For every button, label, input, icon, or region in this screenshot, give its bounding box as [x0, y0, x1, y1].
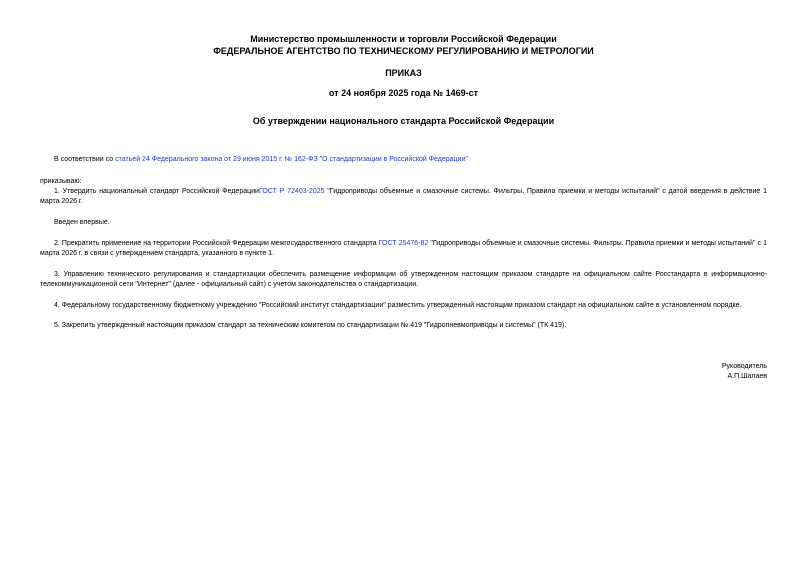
item-5: 5. Закрепить утвержденный настоящим приказом стандарт за техническим комитетом по стандартизации № 419 "Гидропневмоприводы и системы" (ТК 419). — [54, 322, 567, 329]
item-1-suffix: "Гидроприводы объемные и смазочные системы. Фильтры. Правила приемки и методы испытаний" с датой введения в действие 1 марта 2026 г. — [40, 188, 767, 205]
agency-name: ФЕДЕРАЛЬНОЕ АГЕНТСТВО ПО ТЕХНИЧЕСКОМУ РЕГУЛИРОВАНИЮ И МЕТРОЛОГИИ — [213, 46, 594, 56]
gost-r-72403-link[interactable]: ГОСТ Р 72403-2025 — [258, 188, 325, 195]
decree-word: приказываю: — [40, 178, 82, 185]
item-4: 4. Федеральному государственному бюджетному учреждению "Российский институт стандартизации" разместить утвержденный настоящим приказом стандарт на официальном сайте в установленном порядке. — [54, 302, 742, 309]
gost-25476-link[interactable]: ГОСТ 25476-82 — [378, 240, 429, 247]
signature-name: А.П.Шалаев — [727, 373, 767, 380]
intro-note: Введен впервые. — [54, 219, 110, 226]
preamble-prefix: В соответствии со — [54, 156, 116, 163]
federal-law-link[interactable]: статьей 24 Федерального закона от 29 июня 2015 г. № 162-ФЗ "О стандартизации в Российской Федерации" — [115, 156, 468, 163]
document-type: ПРИКАЗ — [385, 68, 422, 78]
ministry-name: Министерство промышленности и торговли Российской Федерации — [250, 34, 557, 44]
signature-title: Руководитель — [721, 363, 767, 370]
document-date-number: от 24 ноября 2025 года № 1469-ст — [328, 88, 479, 98]
preamble — [40, 155, 767, 165]
item-3: 3. Управлению технического регулирования и стандартизации обеспечить размещение информации об утвержденном настоящим приказом стандарте на официальном сайте Росстандарта в информационно-телекоммуникационной сети "Интернет" (далее - официальный сайт) с учетом законодательства о стандартизации. — [40, 271, 767, 288]
item-2 — [40, 239, 767, 259]
item-1 — [40, 187, 767, 207]
document-subject: Об утверждении национального стандарта Российской Федерации — [252, 116, 555, 126]
item-2-prefix: 2. Прекратить применение на территории Российской Федерации межгосударственного стандарта — [54, 240, 379, 247]
item-2-suffix: "Гидроприводы объемные и смазочные системы. Фильтры. Правила приемки и методы испытаний" с 1 марта 2026 г. в связи с утверждением стандарта, указанного в пункте 1. — [40, 240, 768, 257]
item-1-prefix: 1. Утвердить национальный стандарт Российской Федерации — [54, 188, 259, 195]
